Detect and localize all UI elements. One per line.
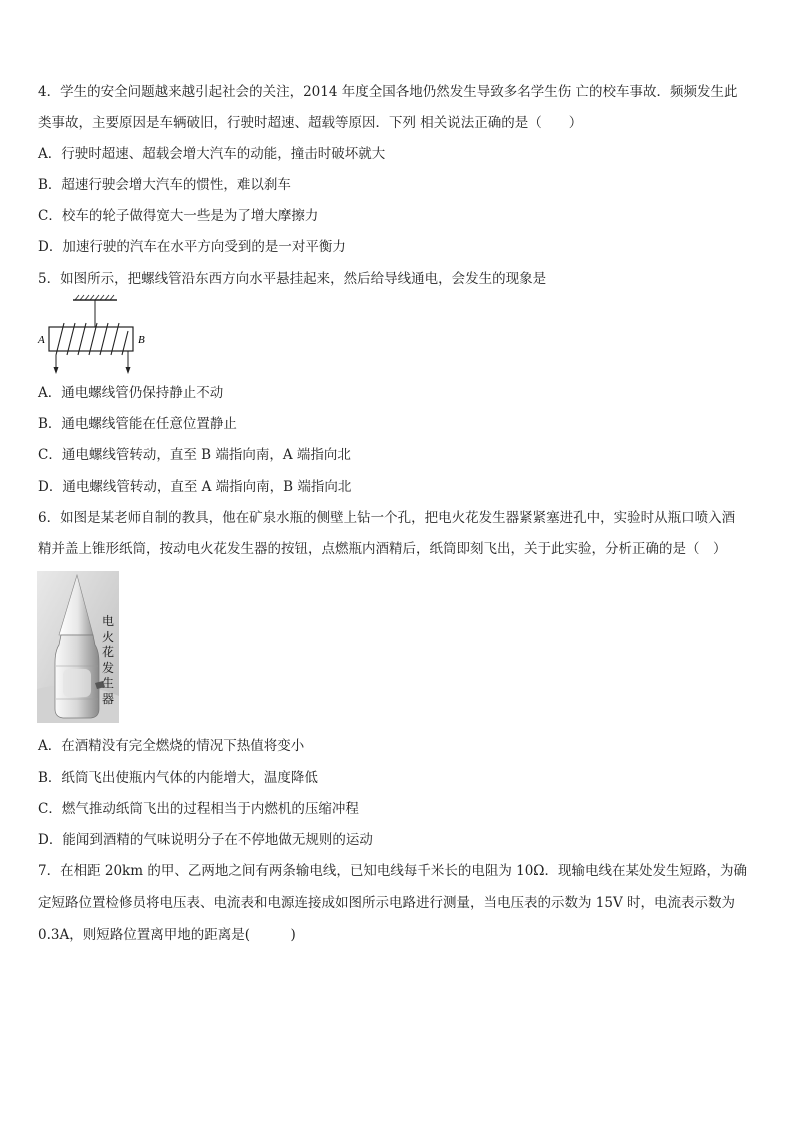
q4-option-b: B．超速行驶会增大汽车的惯性，难以刹车 <box>38 177 291 193</box>
spark-generator-label <box>101 614 115 707</box>
q5-option-d: D．通电螺线管转动，直至 A 端指向南，B 端指向北 <box>38 479 352 495</box>
q7-stem-line3: 0.3A，则短路位置离甲地的距离是( ) <box>38 927 296 943</box>
label-char-4: 发 <box>101 660 114 675</box>
q4-stem-line1: 4．学生的安全问题越来越引起社会的关注，2014 年度全国各地仍然发生导致多名学生伤 亡的校车事故．频频发生此 <box>38 84 738 100</box>
q5-option-a: A．通电螺线管仍保持静止不动 <box>38 385 224 401</box>
q5-option-c: C．通电螺线管转动，直至 B 端指向南，A 端指向北 <box>38 447 351 463</box>
label-char-2: 火 <box>101 629 114 644</box>
q7-stem-line2: 定短路位置检修员将电压表、电流表和电源连接成如图所示电路进行测量，当电压表的示数为 15V 时，电流表示数为 <box>38 895 736 911</box>
label-char-6: 器 <box>101 691 114 706</box>
solenoid-label-a: A <box>38 334 45 346</box>
label-char-3: 花 <box>101 645 114 659</box>
q6-option-b: B．纸筒飞出使瓶内气体的内能增大，温度降低 <box>38 770 318 786</box>
q6-stem-line1: 6．如图是某老师自制的教具，他在矿泉水瓶的侧壁上钻一个孔，把电火花发生器紧紧塞进孔中，实验时从瓶口喷入酒 <box>38 510 736 526</box>
q4-option-d: D．加速行驶的汽车在水平方向受到的是一对平衡力 <box>38 239 346 255</box>
q4-option-a: A．行驶时超速、超载会增大汽车的动能，撞击时破坏就大 <box>38 146 386 162</box>
q5-stem: 5．如图所示，把螺线管沿东西方向水平悬挂起来，然后给导线通电，会发生的现象是 <box>38 271 547 287</box>
label-char-1: 电 <box>101 614 114 628</box>
label-char-5: 生 <box>101 676 114 690</box>
q6-option-c: C．燃气推动纸筒飞出的过程相当于内燃机的压缩冲程 <box>38 801 359 817</box>
q7-stem-line1: 7．在相距 20km 的甲、乙两地之间有两条输电线，已知电线每千米长的电阻为 10Ω．现输电线在某处发生短路，为确 <box>38 863 747 879</box>
solenoid-figure <box>36 294 152 380</box>
solenoid-label-b: B <box>138 334 145 346</box>
q5-option-b: B．通电螺线管能在任意位置静止 <box>38 416 237 432</box>
q4-option-c: C．校车的轮子做得宽大一些是为了增大摩擦力 <box>38 208 319 224</box>
q6-option-d: D．能闻到酒精的气味说明分子在不停地做无规则的运动 <box>38 832 373 848</box>
q6-option-a: A．在酒精没有完全燃烧的情况下热值将变小 <box>38 738 305 754</box>
q4-stem-line2: 类事故，主要原因是车辆破旧，行驶时超速、超载等原因．下列 相关说法正确的是（ ） <box>38 115 583 131</box>
q6-stem-line2: 精并盖上锥形纸筒，按动电火花发生器的按钮，点燃瓶内酒精后，纸筒即刻飞出，关于此实验，分析正确的是（ ） <box>38 541 727 557</box>
